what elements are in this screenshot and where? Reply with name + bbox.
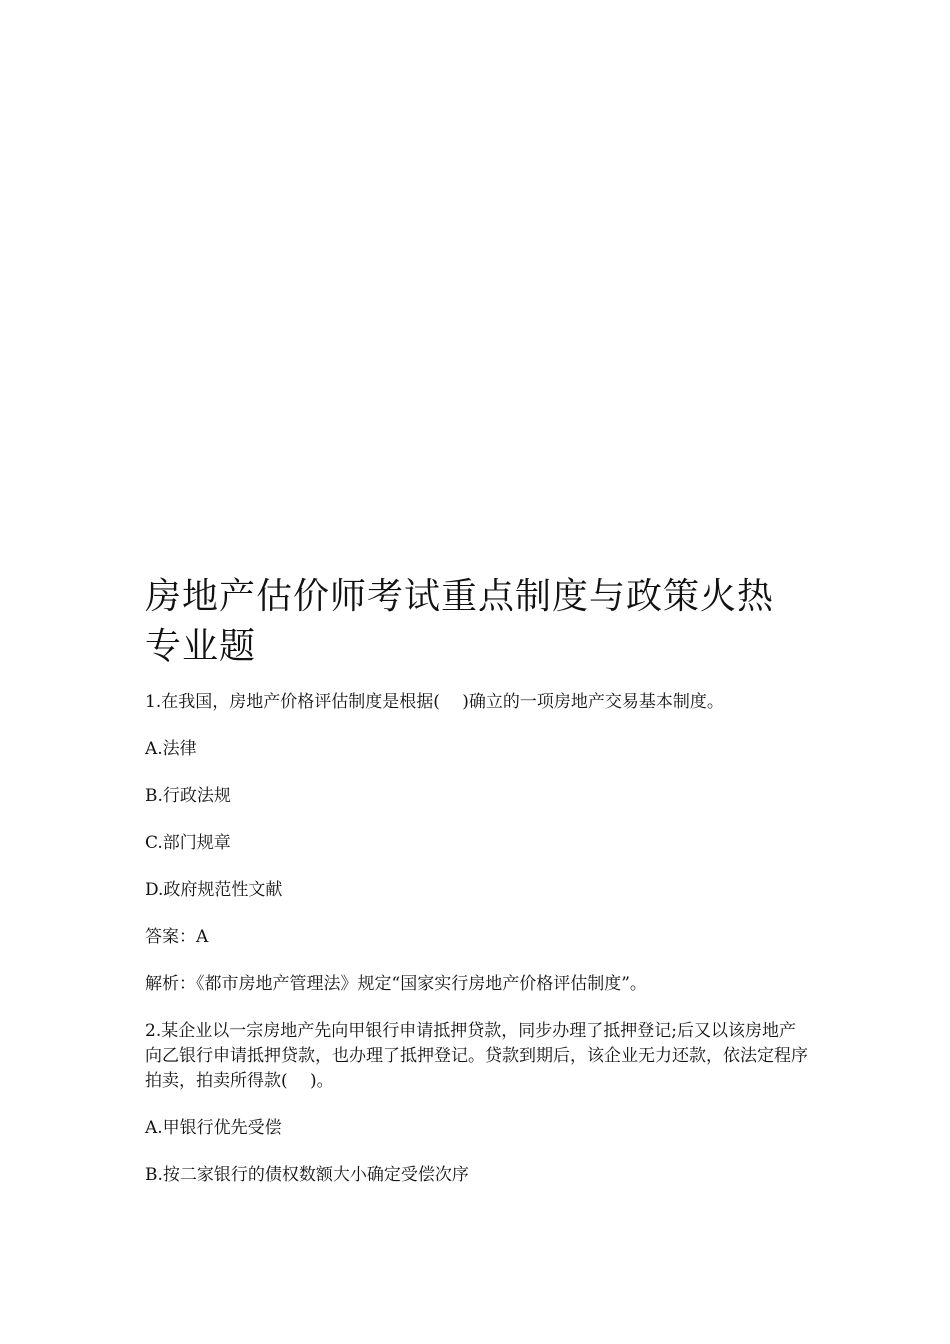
question-1-explanation: 解析：《都市房地产管理法》规定“国家实行房地产价格评估制度”。 bbox=[145, 974, 647, 994]
document-page bbox=[145, 572, 810, 1210]
document-title: 房地产估价师考试重点制度与政策火热专业题 bbox=[145, 576, 775, 667]
question-1-option-b: B.行政法规 bbox=[145, 786, 231, 806]
question-2-option-b: B.按二家银行的债权数额大小确定受偿次序 bbox=[145, 1165, 469, 1185]
question-2-option-a: A.甲银行优先受偿 bbox=[145, 1118, 282, 1138]
question-1-option-c: C.部门规章 bbox=[145, 833, 231, 853]
question-1-option-d: D.政府规范性文献 bbox=[145, 880, 283, 900]
question-1-stem: 1.在我国，房地产价格评估制度是根据( )确立的一项房地产交易基本制度。 bbox=[145, 692, 724, 712]
question-1-option-a: A.法律 bbox=[145, 739, 197, 759]
question-2-stem: 2.某企业以一宗房地产先向甲银行申请抵押贷款，同步办理了抵押登记;后又以该房地产向乙银行申请抵押贷款，也办理了抵押登记。贷款到期后，该企业无力还款，依法定程序拍卖，拍卖所得款( )。 bbox=[145, 1021, 808, 1091]
question-1-answer: 答案：A bbox=[145, 927, 209, 947]
